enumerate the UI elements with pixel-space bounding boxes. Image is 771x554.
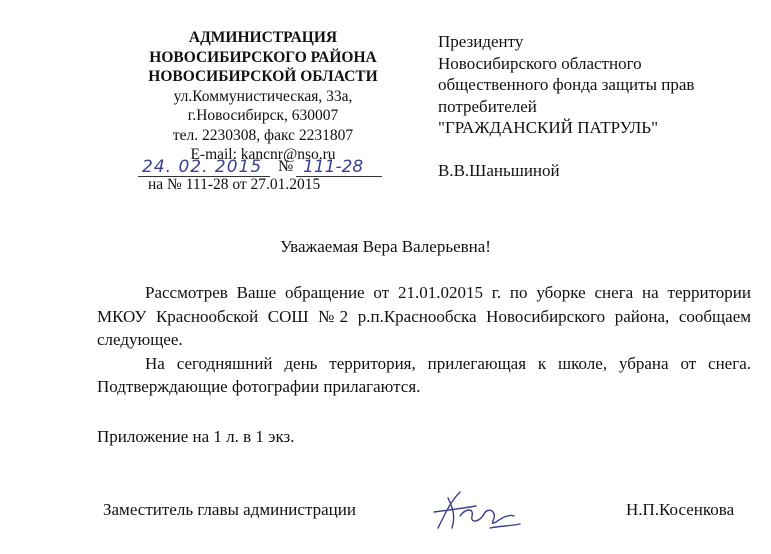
handwritten-date: 24. 02. 2015	[142, 157, 263, 177]
number-sign: №	[278, 158, 294, 175]
body-paragraph: На сегодняшний день территория, прилегающая к школе, убрана от снега. Подтверждающие фотографии прилагаются.	[97, 353, 751, 396]
recipient-line: "ГРАЖДАНСКИЙ ПАТРУЛЬ"	[438, 118, 659, 137]
signer-title: Заместитель главы администрации	[103, 500, 356, 519]
sender-city: г.Новосибирск, 630007	[187, 107, 339, 124]
sender-org-line: АДМИНИСТРАЦИЯ	[188, 29, 338, 46]
recipient-line: потребителей	[438, 96, 537, 116]
sender-org-name	[118, 28, 408, 87]
handwritten-signature	[430, 486, 525, 534]
recipient-name: В.В.Шаньшиной	[438, 160, 560, 180]
sender-address: ул.Коммунистическая, 33а,	[173, 87, 353, 105]
recipient-block	[438, 31, 758, 181]
handwritten-number: 111-28	[303, 157, 364, 177]
recipient-line: Президенту	[438, 32, 524, 51]
greeting: Уважаемая Вера Валерьевна!	[280, 237, 491, 256]
sender-block	[118, 28, 408, 165]
recipient-line: общественного фонда защиты прав	[438, 75, 695, 94]
sender-org-line: НОВОСИБИРСКОЙ ОБЛАСТИ	[148, 68, 378, 85]
sender-org-line: НОВОСИБИРСКОГО РАЙОНА	[149, 48, 377, 66]
sender-phone: тел. 2230308, факс 2231807	[172, 126, 354, 144]
letter-body	[97, 281, 751, 399]
attachment-note: Приложение на 1 л. в 1 экз.	[97, 427, 295, 446]
body-paragraph: Рассмотрев Ваше обращение от 21.01.02015 г. по уборке снега на территории МКОУ Краснообской СОШ №2 р.п.Краснообска Новосибирского района, сообщаем следующее.	[97, 283, 751, 349]
recipient-line: Новосибирского областного	[438, 53, 642, 73]
sender-email: E-mail: kancnr@nso.ru	[190, 146, 336, 163]
reply-reference: на № 111-28 от 27.01.2015	[148, 176, 321, 193]
signer-name: Н.П.Косенкова	[626, 500, 735, 519]
signature-stroke	[434, 492, 520, 528]
